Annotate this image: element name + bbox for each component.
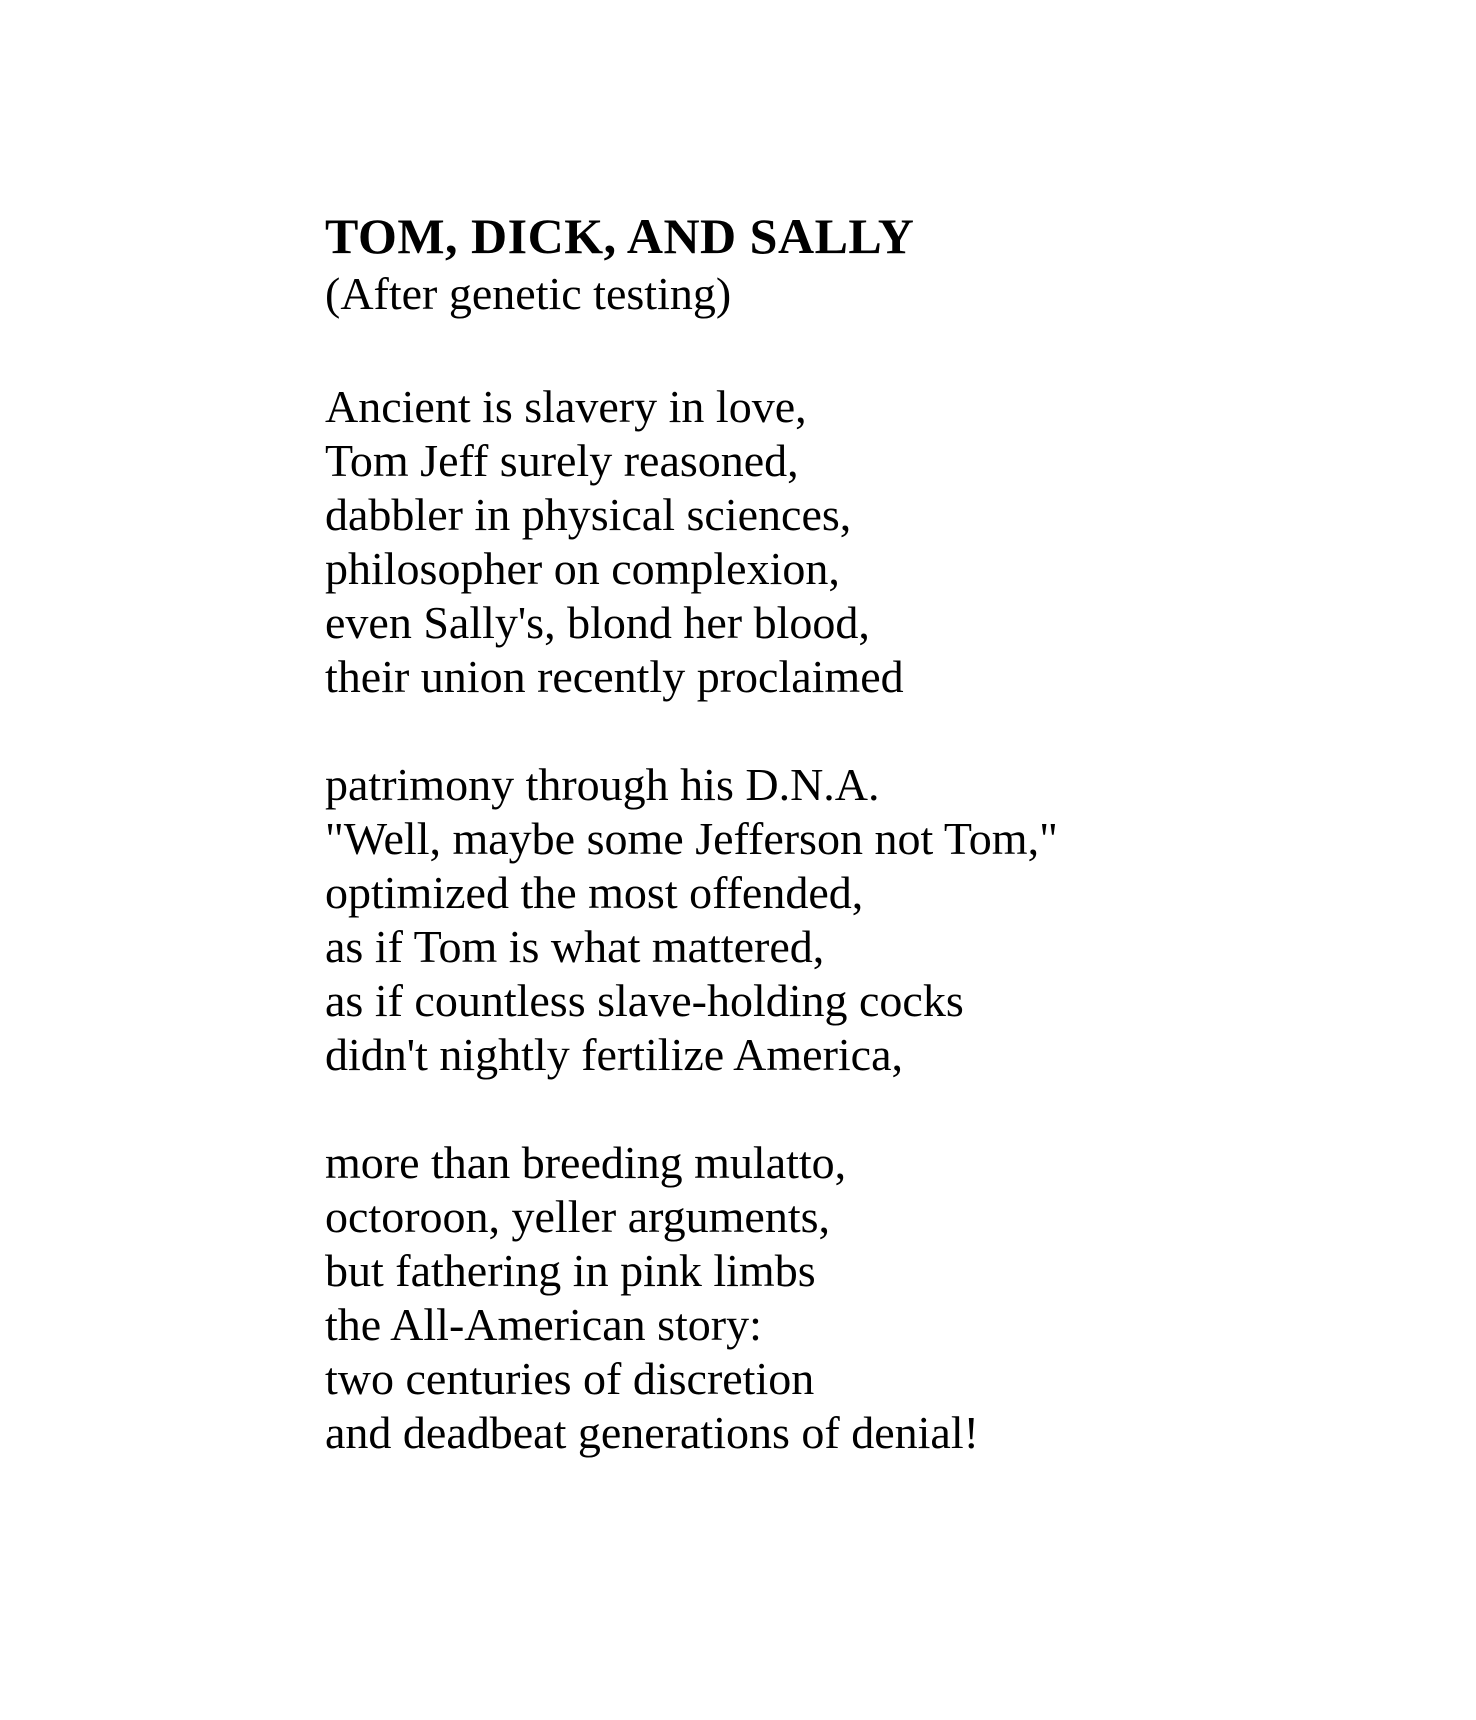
poem-line: patrimony through his D.N.A. — [325, 759, 880, 810]
poem-subtitle: (After genetic testing) — [325, 268, 732, 319]
poem-line: optimized the most offended, — [325, 867, 864, 918]
poem-line: philosopher on complexion, — [325, 543, 840, 594]
poem-line: more than breeding mulatto, — [325, 1137, 847, 1188]
poem-title: TOM, DICK, AND SALLY — [325, 208, 915, 264]
poem-content — [325, 206, 1416, 1514]
poem-line: their union recently proclaimed — [325, 651, 904, 702]
poem-line: but fathering in pink limbs — [325, 1245, 816, 1296]
stanza-1 — [325, 380, 1416, 704]
poem-line: as if Tom is what mattered, — [325, 921, 825, 972]
poem-line: dabbler in physical sciences, — [325, 489, 852, 540]
poem-line: octoroon, yeller arguments, — [325, 1191, 831, 1242]
poem-line: two centuries of discretion — [325, 1353, 815, 1404]
stanza-2 — [325, 758, 1416, 1082]
poem-line: "Well, maybe some Jefferson not Tom," — [325, 813, 1058, 864]
stanza-3 — [325, 1136, 1416, 1460]
poem-line: as if countless slave-holding cocks — [325, 975, 964, 1026]
poem-line: even Sally's, blond her blood, — [325, 597, 870, 648]
poem-line: didn't nightly fertilize America, — [325, 1029, 904, 1080]
poem-line: Tom Jeff surely reasoned, — [325, 435, 799, 486]
poem-line: Ancient is slavery in love, — [325, 381, 807, 432]
poem-line: and deadbeat generations of denial! — [325, 1407, 979, 1458]
poem-line: the All-American story: — [325, 1299, 762, 1350]
